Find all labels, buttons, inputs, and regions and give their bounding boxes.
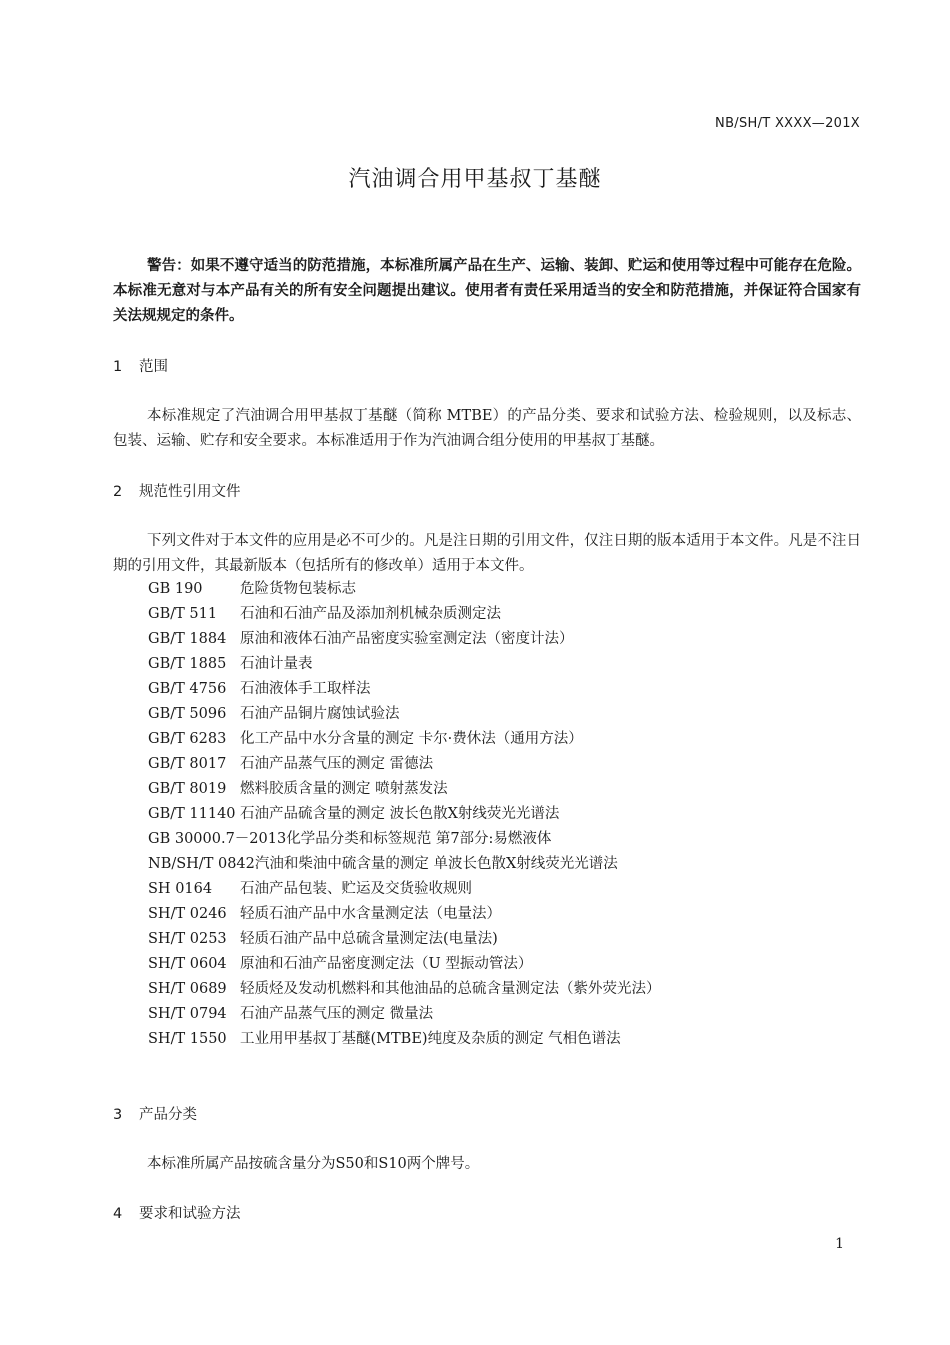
reference-title: 化工产品中水分含量的测定 卡尔·费休法（通用方法） (240, 731, 583, 747)
reference-title: 轻质烃及发动机燃料和其他油品的总硫含量测定法（紫外荧光法） (240, 981, 661, 997)
reference-code: GB/T 5096 (148, 706, 227, 722)
document-title: 汽油调合用甲基叔丁基醚 (348, 167, 602, 192)
reference-code: NB/SH/T 0842 (148, 856, 255, 872)
reference-code: SH/T 0794 (148, 1006, 227, 1022)
reference-item (148, 627, 661, 652)
reference-code: GB 30000.7－2013 (148, 831, 287, 847)
safety-warning: 警告：如果不遵守适当的防范措施，本标准所属产品在生产、运输、装卸、贮运和使用等过程中可能存在危险。本标准无意对与本产品有关的所有安全问题提出建议。使用者有责任采用适当的安全和防范措施，并保证符合国家有关法规规定的条件。 (113, 258, 861, 324)
scope-paragraph: 本标准规定了汽油调合用甲基叔丁基醚（简称 MTBE）的产品分类、要求和试验方法、检验规则，以及标志、包装、运输、贮存和安全要求。本标准适用于作为汽油调合组分使用的甲基叔丁基醚。 (113, 408, 861, 449)
section-number: 2 (113, 484, 123, 500)
section-title: 产品分类 (139, 1107, 197, 1123)
reference-item (148, 727, 661, 752)
reference-item (148, 1027, 661, 1052)
reference-list (148, 577, 661, 1052)
section-title: 要求和试验方法 (139, 1206, 241, 1222)
page-number: 1 (835, 1236, 844, 1252)
reference-title: 化学品分类和标签规范 第7部分:易燃液体 (286, 831, 552, 847)
section-title: 规范性引用文件 (139, 484, 241, 500)
reference-code: GB/T 1884 (148, 631, 227, 647)
reference-title: 原油和石油产品密度测定法（U 型振动管法） (240, 956, 533, 972)
reference-item (148, 602, 661, 627)
reference-title: 原油和液体石油产品密度实验室测定法（密度计法） (240, 631, 574, 647)
reference-code: GB/T 511 (148, 606, 218, 622)
section-number: 1 (113, 359, 123, 375)
reference-item (148, 977, 661, 1002)
reference-title: 轻质石油产品中总硫含量测定法(电量法) (240, 931, 498, 947)
reference-title: 危险货物包装标志 (240, 581, 356, 597)
reference-code: GB/T 6283 (148, 731, 227, 747)
reference-item (148, 877, 661, 902)
section-1-heading (113, 355, 168, 376)
reference-code: GB/T 1885 (148, 656, 227, 672)
reference-title: 汽油和柴油中硫含量的测定 单波长色散X射线荧光光谱法 (254, 856, 618, 872)
reference-item (148, 927, 661, 952)
reference-title: 工业用甲基叔丁基醚(MTBE)纯度及杂质的测定 气相色谱法 (240, 1031, 621, 1047)
reference-title: 石油产品蒸气压的测定 微量法 (240, 1006, 434, 1022)
section-number: 4 (113, 1206, 123, 1222)
reference-code: GB/T 8019 (148, 781, 227, 797)
section-title: 范围 (139, 359, 168, 375)
reference-item (148, 802, 661, 827)
reference-title: 石油产品蒸气压的测定 雷德法 (240, 756, 434, 772)
reference-item (148, 1002, 661, 1027)
reference-code: GB/T 4756 (148, 681, 227, 697)
reference-code: GB/T 8017 (148, 756, 227, 772)
reference-code: SH/T 0246 (148, 906, 227, 922)
reference-title: 燃料胶质含量的测定 喷射蒸发法 (240, 781, 448, 797)
reference-item (148, 852, 661, 877)
section-2-heading (113, 480, 241, 501)
section-number: 3 (113, 1107, 123, 1123)
reference-item (148, 952, 661, 977)
reference-item (148, 702, 661, 727)
reference-title: 轻质石油产品中水含量测定法（电量法） (240, 906, 501, 922)
classification-paragraph: 本标准所属产品按硫含量分为S50和S10两个牌号。 (147, 1156, 480, 1172)
reference-title: 石油产品包装、贮运及交货验收规则 (240, 881, 472, 897)
reference-code: SH 0164 (148, 881, 213, 897)
references-intro: 下列文件对于本文件的应用是必不可少的。凡是注日期的引用文件，仅注日期的版本适用于本文件。凡是不注日期的引用文件，其最新版本（包括所有的修改单）适用于本文件。 (113, 533, 861, 574)
reference-item (148, 577, 661, 602)
reference-title: 石油液体手工取样法 (240, 681, 371, 697)
reference-code: SH/T 0689 (148, 981, 227, 997)
reference-item (148, 752, 661, 777)
reference-code: SH/T 1550 (148, 1031, 227, 1047)
reference-title: 石油产品铜片腐蚀试验法 (240, 706, 400, 722)
reference-code: GB/T 11140 (148, 806, 236, 822)
reference-code: SH/T 0604 (148, 956, 227, 972)
section-4-heading (113, 1202, 241, 1223)
reference-title: 石油产品硫含量的测定 波长色散X射线荧光光谱法 (240, 806, 560, 822)
reference-title: 石油计量表 (240, 656, 313, 672)
reference-code: GB 190 (148, 581, 203, 597)
reference-item (148, 902, 661, 927)
reference-item (148, 827, 661, 852)
reference-code: SH/T 0253 (148, 931, 227, 947)
section-3-heading (113, 1103, 197, 1124)
reference-item (148, 652, 661, 677)
reference-item (148, 677, 661, 702)
reference-item (148, 777, 661, 802)
standard-code: NB/SH/T XXXX—201X (715, 116, 860, 131)
reference-title: 石油和石油产品及添加剂机械杂质测定法 (240, 606, 501, 622)
